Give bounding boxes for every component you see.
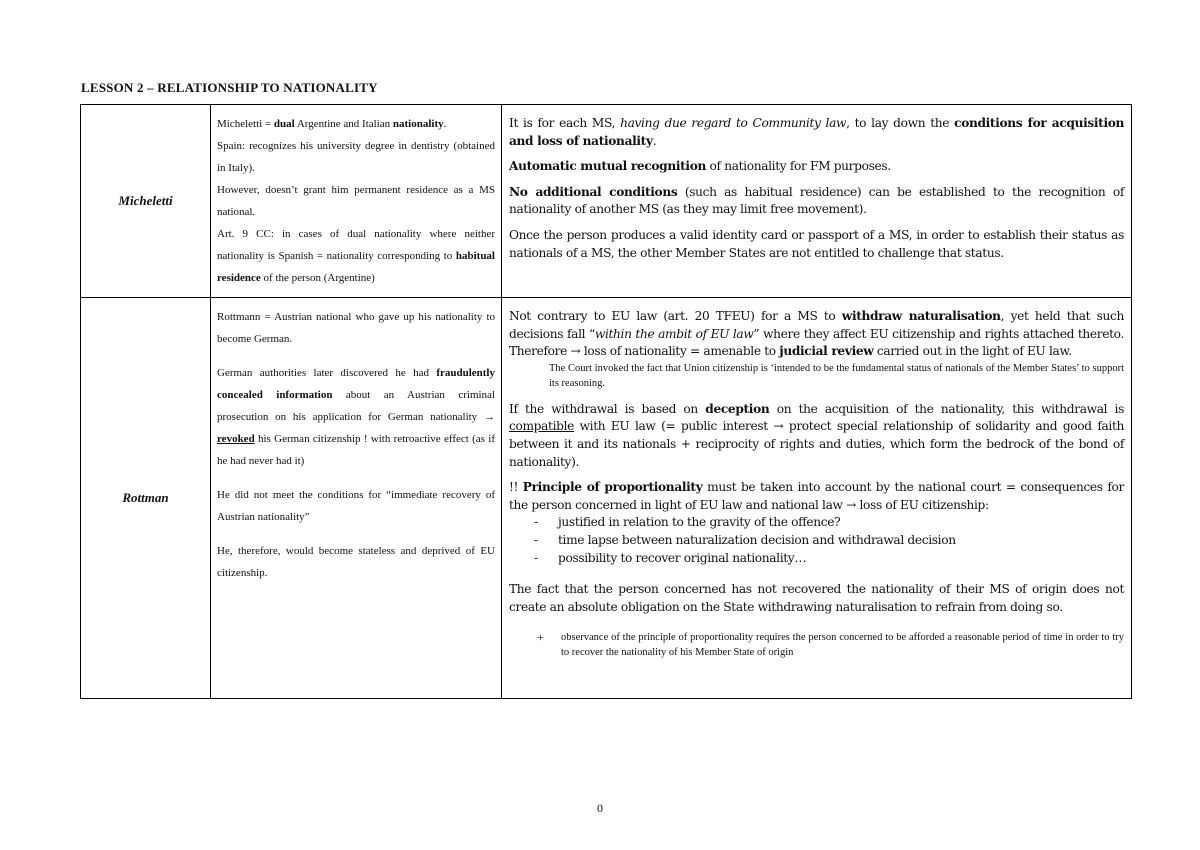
- page-title: LESSON 2 – RELATIONSHIP TO NATIONALITY: [81, 80, 378, 95]
- case-name-cell: [81, 105, 211, 298]
- case-facts: [211, 105, 501, 295]
- ruling-paragraph: It is for each MS, having due regard to Community law, to lay down the conditions for acquisition and loss of nationality.: [509, 116, 1125, 148]
- proportionality-note: + observance of the principle of proportionality requires the person concerned to be afforded a reasonable period of time in order to try to recover the nationality of his Member State of origin: [537, 630, 1124, 659]
- facts-paragraph: He did not meet the conditions for “immediate recovery of Austrian nationality”: [217, 489, 495, 523]
- list-item: - possibility to recover original nationality…: [534, 550, 1124, 568]
- case-name: Micheletti: [118, 193, 173, 208]
- table-row-rottman: [81, 298, 1132, 699]
- case-ruling: [502, 105, 1131, 268]
- case-ruling: [502, 298, 1131, 666]
- facts-cell: [211, 105, 502, 298]
- facts-paragraph: He, therefore, would become stateless and deprived of EU citizenship.: [217, 545, 495, 579]
- case-name-cell: [81, 298, 211, 699]
- ruling-paragraph: Not contrary to EU law (art. 20 TFEU) for a MS to withdraw naturalisation, yet held that such decisions fall “within the ambit of EU law” where they affect EU citizenship and rights attached thereto. Therefore → loss of nationality = amenable to judicial review carried out in the light of EU law.: [509, 309, 1124, 359]
- case-facts: [211, 298, 501, 590]
- ruling-paragraph: !! Principle of proportionality must be taken into account by the national court = consequences for the person concerned in light of EU law and national law → loss of EU citizenship:: [509, 480, 1124, 512]
- plus-marker: +: [537, 630, 544, 645]
- case-table: [80, 104, 1132, 699]
- ruling-paragraph: Once the person produces a valid identity card or passport of a MS, in order to establish their status as nationals of a MS, the other Member States are not entitled to challenge that status.: [509, 227, 1124, 260]
- proportionality-list: [509, 514, 1124, 567]
- page-number: 0: [597, 801, 603, 815]
- table-row-micheletti: [81, 105, 1132, 298]
- facts-paragraph: German authorities later discovered he had fraudulently concealed information about an Austrian criminal prosecution on his application for German nationality → revoked his German citizenship ! with retroactive effect (as if he had never had it): [217, 367, 495, 467]
- case-name: Rottman: [122, 490, 169, 505]
- facts-cell: [211, 298, 502, 699]
- ruling-paragraph: If the withdrawal is based on deception on the acquisition of the nationality, this withdrawal is compatible with EU law (= public interest → protect special relationship of solidarity and good faith between it and its nationals + reciprocity of rights and duties, which form the bedrock of the bond of nationality).: [509, 401, 1124, 469]
- facts-line: Spain: recognizes his university degree in dentistry (obtained in Italy).: [217, 140, 495, 174]
- facts-line: Micheletti = dual Argentine and Italian nationality.: [217, 118, 447, 130]
- ruling-cell: [502, 105, 1132, 298]
- facts-line: However, doesn’t grant him permanent residence as a MS national.: [217, 184, 495, 218]
- facts-line: Art. 9 CC: in cases of dual nationality where neither nationality is Spanish = nationality corresponding to habitual residence of the person (Argentine): [217, 228, 495, 284]
- list-item: - justified in relation to the gravity of the offence?: [534, 514, 1124, 532]
- facts-paragraph: Rottmann = Austrian national who gave up his nationality to become German.: [217, 311, 495, 345]
- ruling-paragraph: No additional conditions (such as habitual residence) can be established to the recognition of nationality of another MS (as they may limit free movement).: [509, 184, 1124, 217]
- court-reasoning-note: The Court invoked the fact that Union citizenship is ‘intended to be the fundamental status of nationals of the Member States’ to support its reasoning.: [549, 362, 1124, 389]
- ruling-paragraph: The fact that the person concerned has not recovered the nationality of their MS of origin does not create an absolute obligation on the State withdrawing naturalisation to refrain from doing so.: [509, 582, 1124, 614]
- ruling-paragraph: Automatic mutual recognition of nationality for FM purposes.: [509, 159, 891, 174]
- ruling-cell: [502, 298, 1132, 699]
- list-item: - time lapse between naturalization decision and withdrawal decision: [534, 532, 1124, 550]
